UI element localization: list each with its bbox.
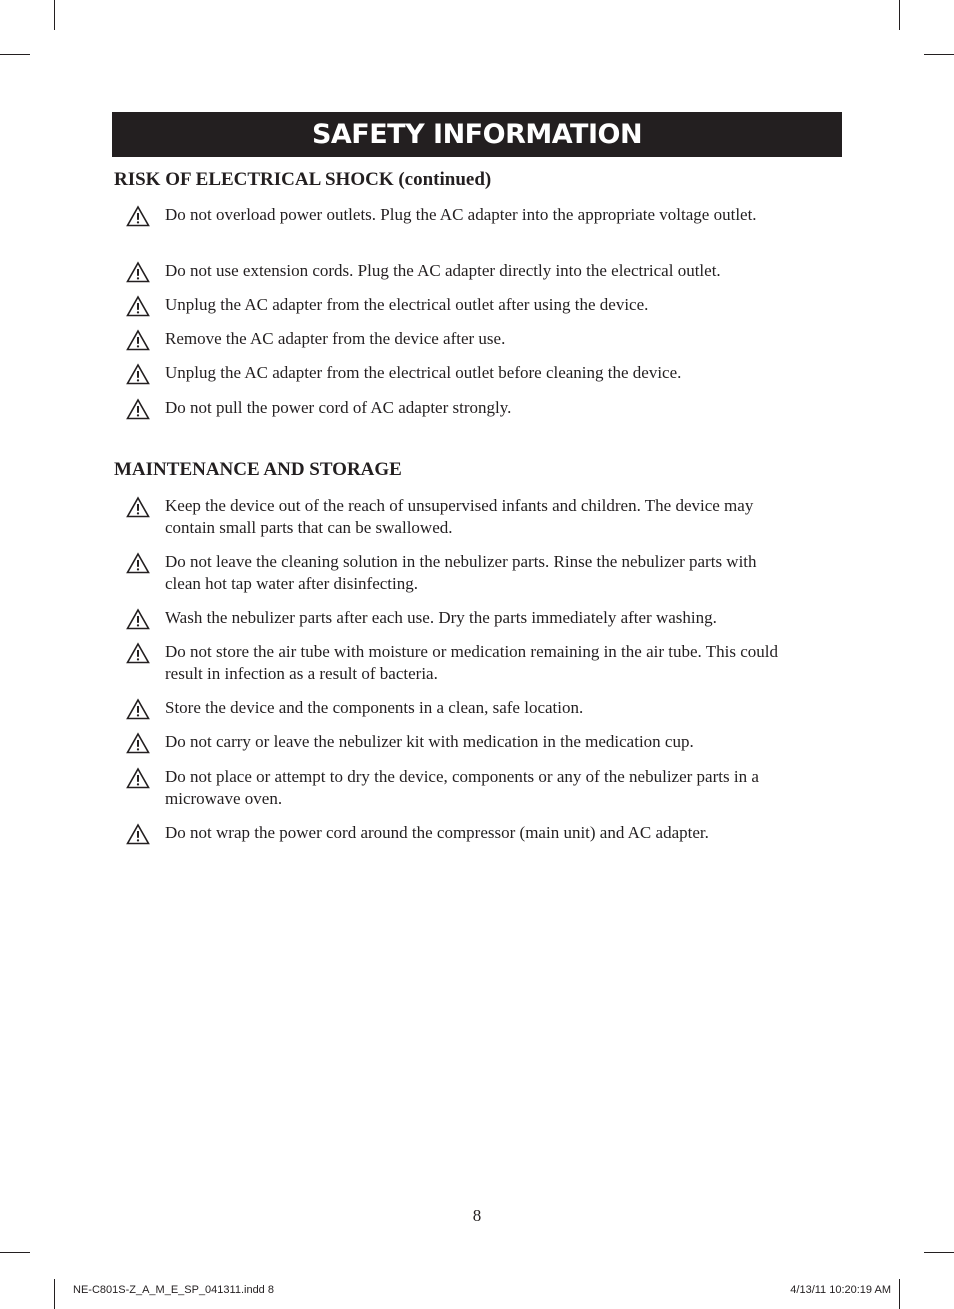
list-item [126, 607, 786, 629]
list-item-text: Unplug the AC adapter from the electrical outlet before cleaning the device. [165, 363, 682, 382]
crop-mark [0, 54, 30, 55]
list-item [126, 551, 786, 595]
list-item [126, 328, 786, 350]
warning-triangle-icon [126, 295, 150, 317]
page-title: SAFETY INFORMATION [311, 119, 643, 150]
warning-triangle-icon [126, 608, 150, 630]
warning-triangle-icon [126, 698, 150, 720]
list-item-text: Keep the device out of the reach of unsupervised infants and children. The device may contain small parts that can be swallowed. [165, 496, 754, 537]
warning-triangle-icon [126, 261, 150, 283]
list-item-text: Do not use extension cords. Plug the AC adapter directly into the electrical outlet. [165, 261, 721, 280]
list-item [126, 204, 786, 226]
list-item [126, 397, 786, 419]
page-number: 8 [472, 1206, 482, 1225]
warning-triangle-icon [126, 642, 150, 664]
crop-mark [924, 1252, 954, 1253]
list-item-text: Do not place or attempt to dry the device, components or any of the nebulizer parts in a microwave oven. [165, 767, 759, 808]
warning-triangle-icon [126, 205, 150, 227]
crop-mark [924, 54, 954, 55]
list-item [126, 495, 786, 539]
list-item-text: Unplug the AC adapter from the electrical outlet after using the device. [165, 295, 649, 314]
warning-triangle-icon [126, 767, 150, 789]
warning-triangle-icon [126, 552, 150, 574]
crop-mark [54, 1279, 55, 1309]
list-item-text: Store the device and the components in a clean, safe location. [165, 698, 584, 717]
crop-mark [54, 0, 55, 30]
list-item [126, 697, 786, 719]
print-timestamp: 4/13/11 10:20:19 AM [790, 1284, 891, 1296]
list-item-text: Do not overload power outlets. Plug the AC adapter into the appropriate voltage outlet. [165, 205, 757, 224]
list-item-text: Do not store the air tube with moisture or medication remaining in the air tube. This could result in infection as a result of bacteria. [165, 642, 778, 683]
list-item [126, 731, 786, 753]
warning-triangle-icon [126, 496, 150, 518]
warning-triangle-icon [126, 823, 150, 845]
list-item-text: Do not wrap the power cord around the compressor (main unit) and AC adapter. [165, 823, 709, 842]
list-item [126, 294, 786, 316]
list-item-text: Do not pull the power cord of AC adapter strongly. [165, 398, 512, 417]
page-title-bar [112, 112, 842, 157]
list-item [126, 822, 786, 844]
crop-mark [899, 0, 900, 30]
list-item-text: Wash the nebulizer parts after each use. Dry the parts immediately after washing. [165, 608, 717, 627]
list-item [126, 766, 786, 810]
section-title-electrical-shock: RISK OF ELECTRICAL SHOCK (continued) [114, 169, 492, 190]
section-title-maintenance-storage: MAINTENANCE AND STORAGE [114, 459, 402, 480]
list-item-text: Remove the AC adapter from the device after use. [165, 329, 506, 348]
list-item [126, 260, 786, 282]
crop-mark [899, 1279, 900, 1309]
warning-triangle-icon [126, 329, 150, 351]
list-item-text: Do not leave the cleaning solution in the nebulizer parts. Rinse the nebulizer parts with clean hot tap water after disinfecting. [165, 552, 757, 593]
warning-triangle-icon [126, 398, 150, 420]
list-item [126, 641, 786, 685]
crop-mark [0, 1252, 30, 1253]
list-item-text: Do not carry or leave the nebulizer kit with medication in the medication cup. [165, 732, 694, 751]
warning-triangle-icon [126, 363, 150, 385]
list-item [126, 362, 786, 384]
file-slug: NE-C801S-Z_A_M_E_SP_041311.indd 8 [73, 1284, 274, 1296]
warning-triangle-icon [126, 732, 150, 754]
